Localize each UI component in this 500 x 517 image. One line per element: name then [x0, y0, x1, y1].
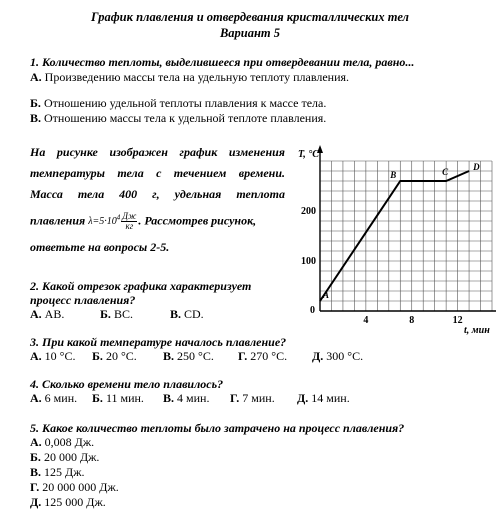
q5-option-b: Б. 20 000 Дж. — [30, 450, 100, 464]
q5-option-e: Д. 125 000 Дж. — [30, 495, 106, 509]
q5-option-d: Г. 20 000 000 Дж. — [30, 480, 119, 494]
question-5: 5. Какое количество теплоты было затрачено на процесс плавления? — [30, 421, 405, 435]
y-axis-label: T, °C — [298, 149, 319, 160]
intro-line-2: температуры тела с течением времени. — [30, 166, 285, 180]
x-tick-label: 8 — [409, 315, 415, 326]
question-4: 4. Сколько времени тело плавилось? — [30, 377, 224, 391]
y-tick-label: 100 — [301, 256, 316, 267]
lambda-formula: $\lambda=5\cdot 10^4$ — [88, 213, 121, 228]
question-2: 2. Какой отрезок графика характеризует — [30, 279, 252, 293]
q4-option-d: Г. 7 мин. — [230, 391, 275, 405]
q3-option-e: Д. 300 °С. — [312, 349, 364, 363]
intro-line-3: Масса тела 400 г, удельная теплота — [30, 187, 285, 201]
q4-option-b: Б. 11 мин. — [92, 391, 144, 405]
q3-option-a: А. 10 °С. — [30, 349, 76, 363]
q5-option-c: В. 125 Дж. — [30, 465, 85, 479]
chart-series — [320, 171, 469, 301]
intro-line-5: ответьте на вопросы 2-5. — [30, 240, 170, 254]
worksheet-title: График плавления и отвердевания кристаллических тел — [91, 10, 409, 24]
q4-option-c: В. 4 мин. — [163, 391, 210, 405]
point-label-b: B — [390, 170, 397, 180]
x-axis-label: t, мин — [464, 325, 490, 336]
point-label-d: D — [473, 162, 480, 172]
variant-label: Вариант 5 — [219, 26, 281, 40]
q2-option-a: А. AB. — [30, 307, 65, 321]
q2-option-c: В. CD. — [170, 307, 204, 321]
point-label-a: A — [323, 290, 330, 300]
q1-option-a: А. Произведению массы тела на удельную теплоту плавления. — [30, 70, 350, 84]
q3-option-b: Б. 20 °С. — [92, 349, 137, 363]
q1-option-c: В. Отношению массы тела к удельной теплоте плавления. — [30, 111, 327, 125]
intro-line-4: плавления $\lambda=5\cdot 10^4$ $\frac{Дж}{кг}$ . Рассмотрев рисунок, — [30, 211, 257, 231]
question-1: 1. Количество теплоты, выделившееся при отвердевании тела, равно... — [30, 55, 415, 69]
question-3: 3. При какой температуре началось плавление? — [30, 335, 287, 349]
unit-fraction: $\frac{Дж}{кг}$ — [122, 211, 137, 231]
q3-option-c: В. 250 °С. — [163, 349, 214, 363]
q2-option-b: Б. BC. — [100, 307, 133, 321]
question-2-cont: процесс плавления? — [30, 293, 136, 307]
q1-option-b: Б. Отношению удельной теплоты плавления к массе тела. — [30, 96, 327, 110]
point-label-c: C — [442, 167, 449, 177]
q4-option-e: Д. 14 мин. — [297, 391, 350, 405]
melting-chart — [292, 145, 497, 336]
intro-line-1: На рисунке изображен график изменения — [30, 145, 285, 159]
x-tick-label: 4 — [363, 315, 369, 326]
chart-grid — [320, 161, 492, 311]
origin-label: 0 — [310, 305, 315, 316]
chart-labels — [298, 149, 490, 336]
q3-option-d: Г. 270 °С. — [238, 349, 288, 363]
q5-option-a: А. 0,008 Дж. — [30, 435, 95, 449]
y-tick-label: 200 — [301, 206, 316, 217]
temperature-line — [320, 171, 469, 301]
x-tick-label: 12 — [452, 315, 463, 326]
q4-option-a: А. 6 мин. — [30, 391, 78, 405]
